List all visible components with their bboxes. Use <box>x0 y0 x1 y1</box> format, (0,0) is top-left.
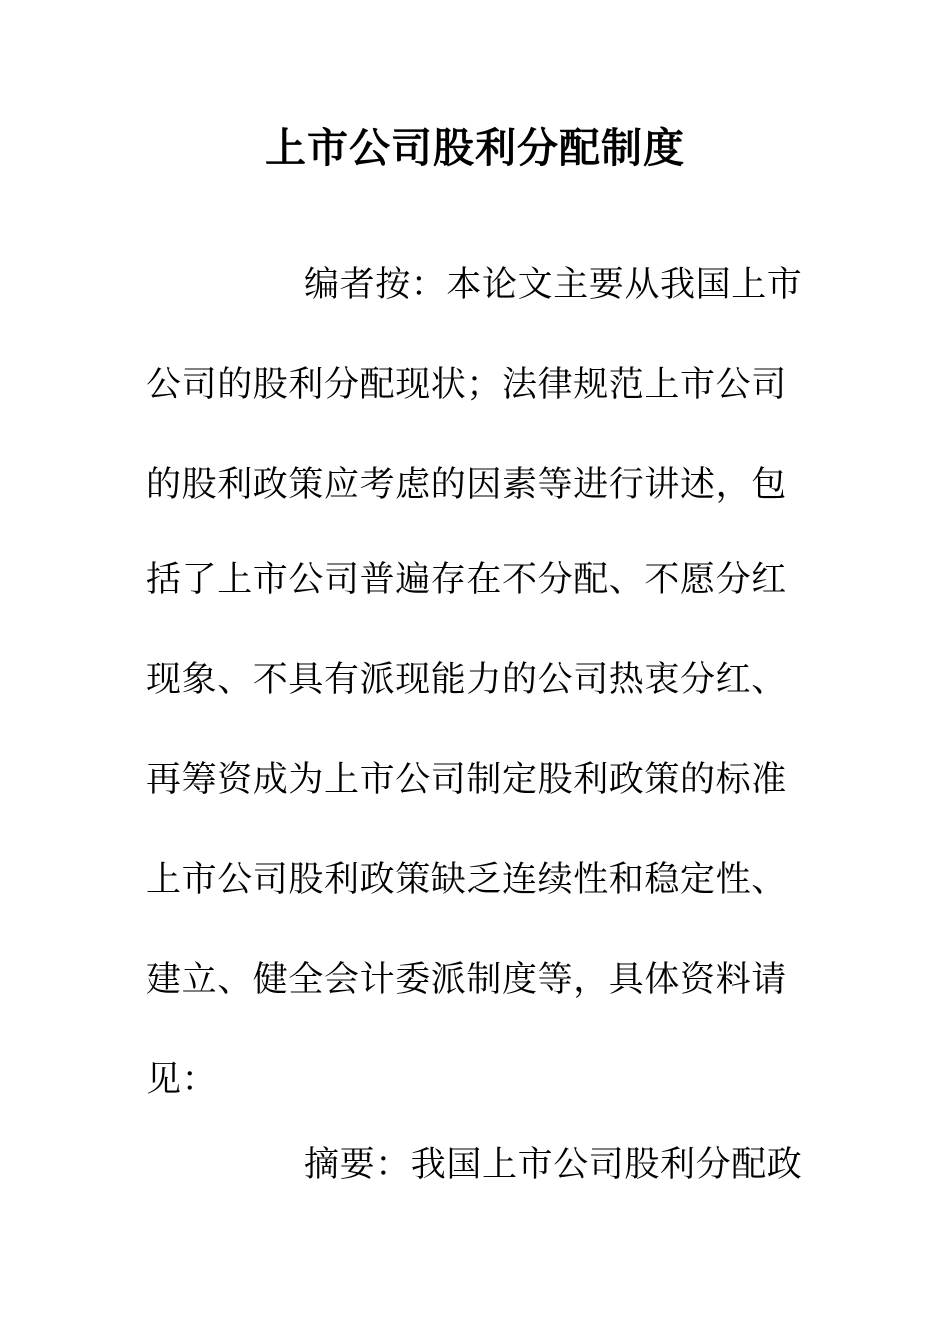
paragraph-line: 建立、健全会计委派制度等，具体资料请 <box>146 960 787 1000</box>
paragraph-line: 的股利政策应考虑的因素等进行讲述，包 <box>146 465 787 505</box>
paragraph-line: 现象、不具有派现能力的公司热衷分红、 <box>146 660 787 700</box>
paragraph-line: 见： <box>146 1060 218 1100</box>
document-title: 上市公司股利分配制度 <box>265 124 685 172</box>
paragraph-line: 括了上市公司普遍存在不分配、不愿分红 <box>146 560 787 600</box>
paragraph-line: 公司的股利分配现状；法律规范上市公司 <box>146 365 787 405</box>
abstract-line: 摘要：我国上市公司股利分配政 <box>304 1145 803 1185</box>
paragraph-line: 再筹资成为上市公司制定股利政策的标准 <box>146 760 787 800</box>
paragraph-line: 编者按：本论文主要从我国上市 <box>304 265 803 305</box>
paragraph-line: 上市公司股利政策缺乏连续性和稳定性、 <box>146 860 787 900</box>
